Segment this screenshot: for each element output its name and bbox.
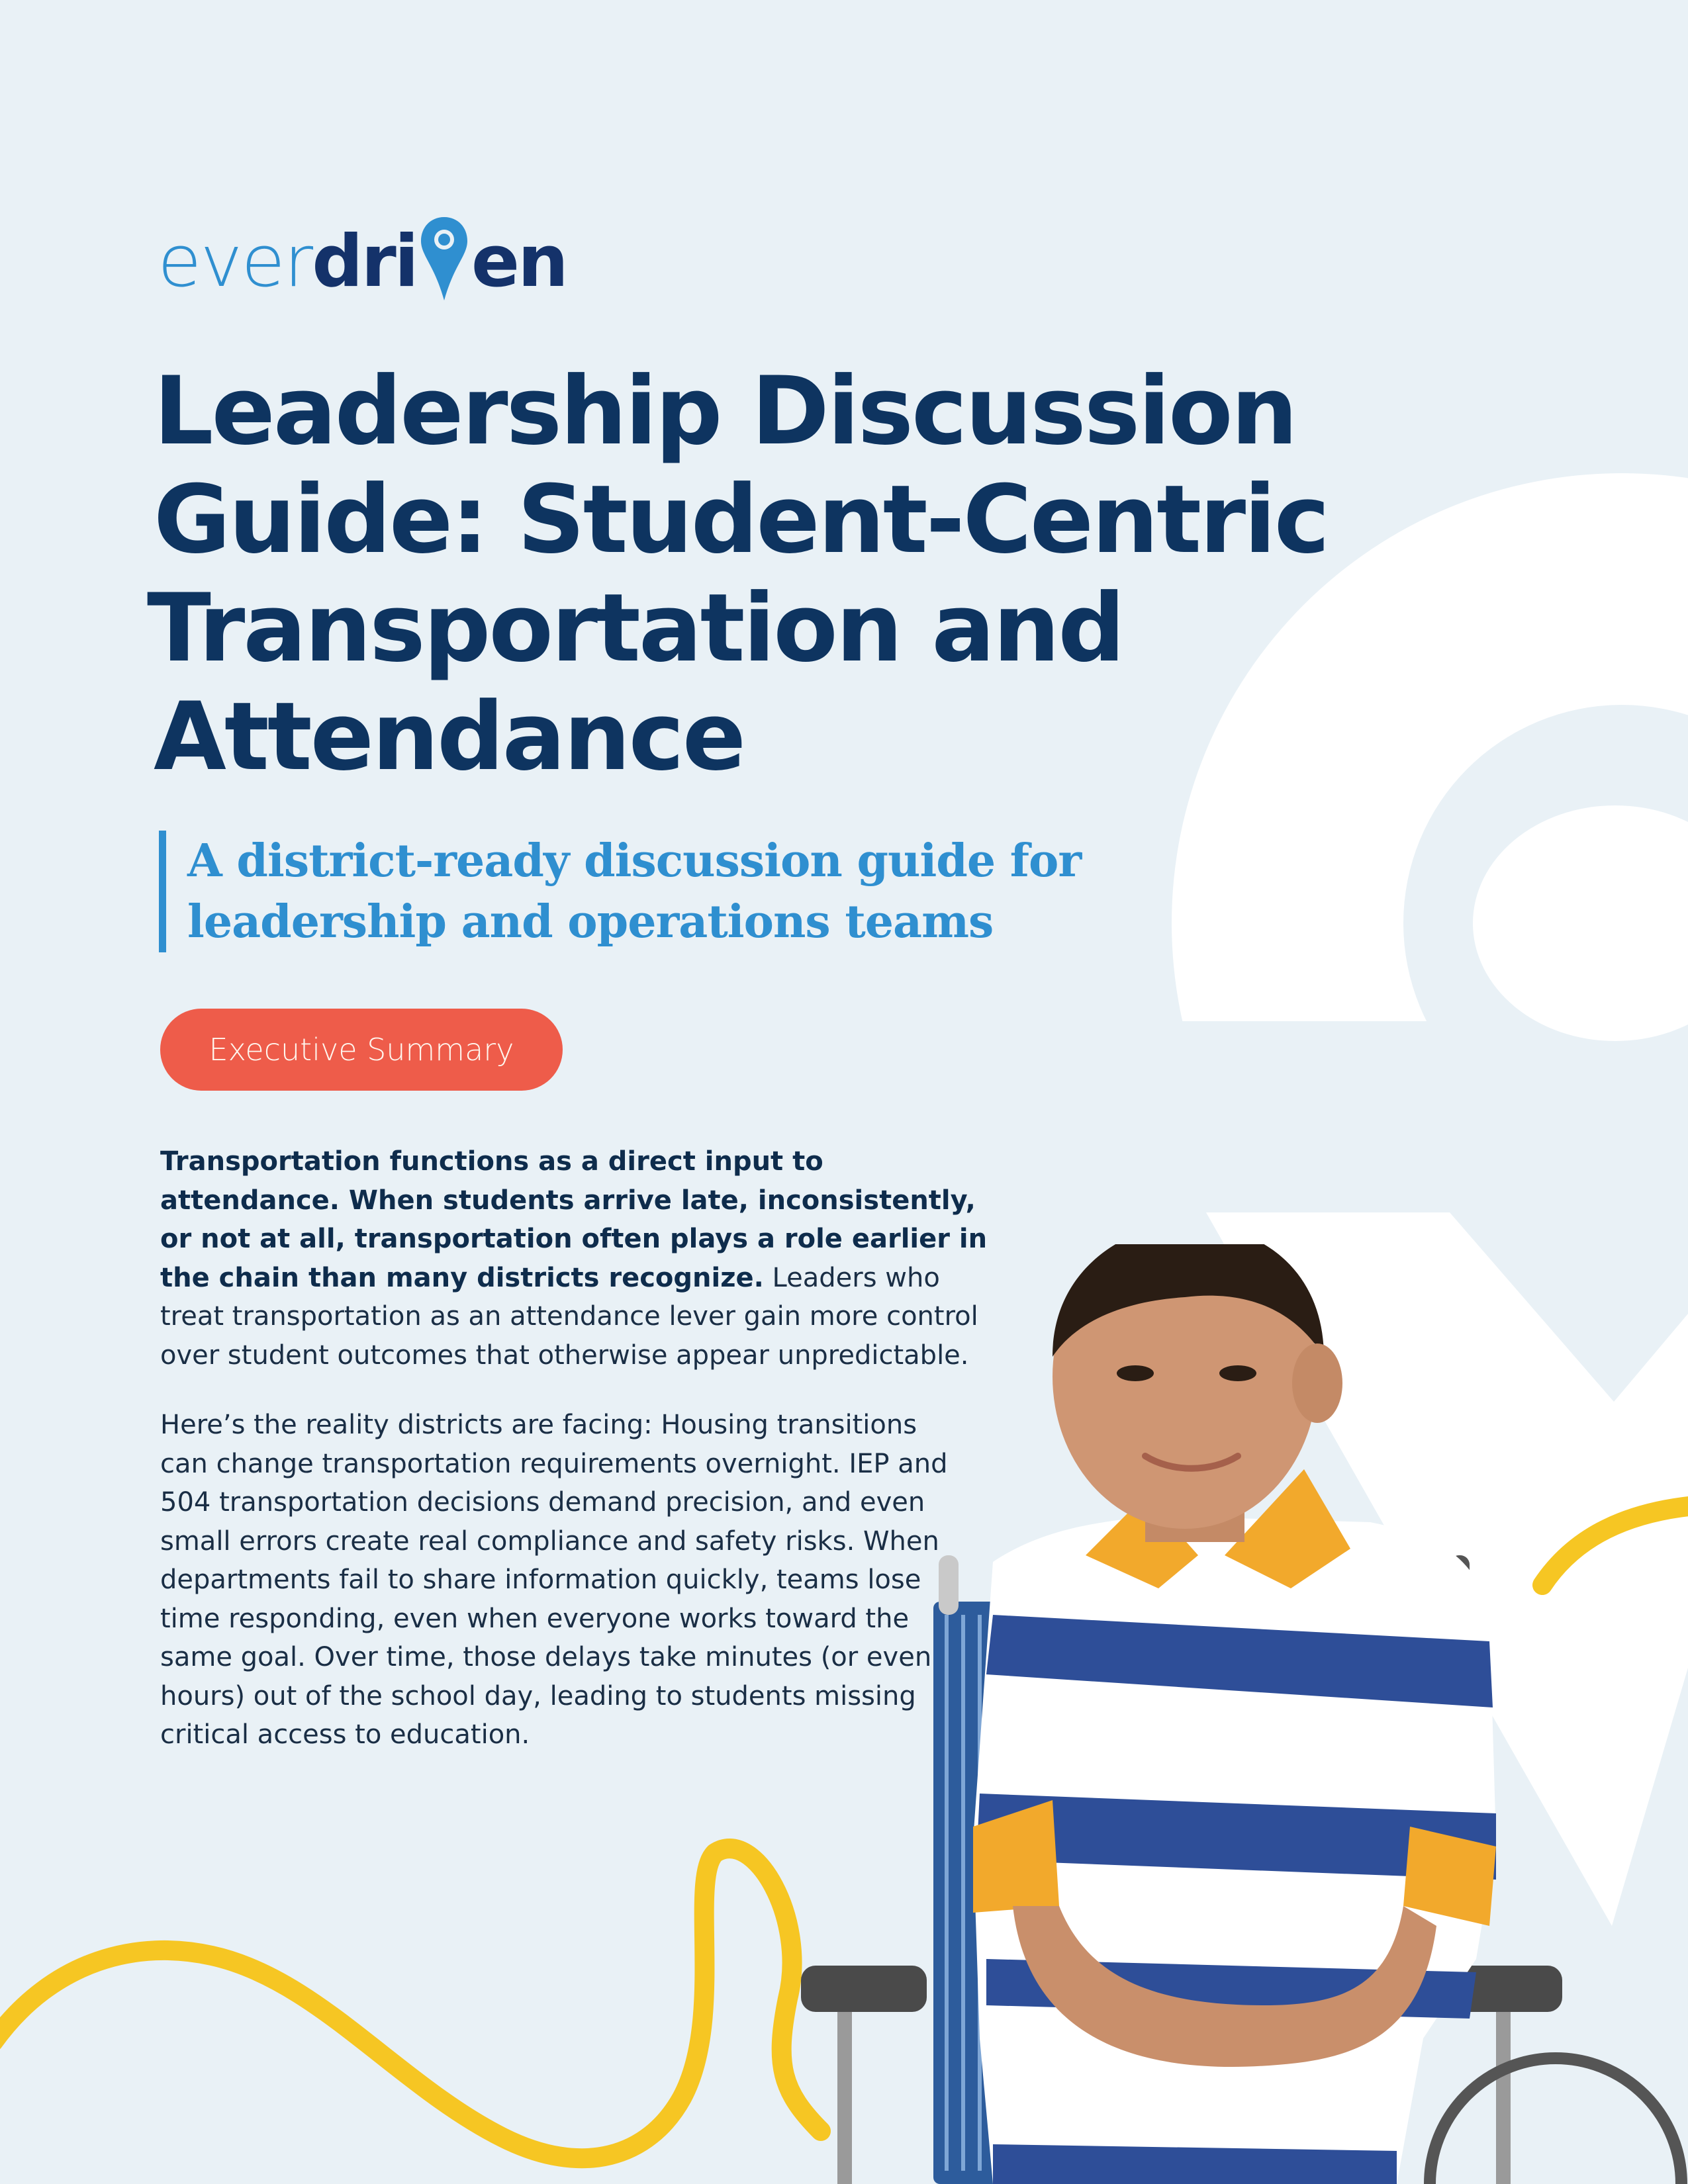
subtitle-line: A district-ready discussion guide for <box>187 835 1082 887</box>
executive-summary-button[interactable]: Executive Summary <box>160 1009 563 1091</box>
title-line: Guide: Student-Centric <box>154 465 1328 574</box>
title-line: Leadership Discussion <box>154 357 1296 466</box>
intro-paragraph-bold: Transportation functions as a direct input to attendance. When students arrive late, inconsistently, or not at all, transportation often plays a role earlier in the chain than many districts recognize. <box>160 1146 988 1293</box>
reality-paragraph: Here’s the reality districts are facing: Housing transitions can change transportation requirements overnight. IEP and 504 transportation decisions demand precision, and even small errors create real compliance and safety risks. When departments fail to share information quickly, teams lose time responding, even when everyone works toward the same goal. Over time, those delays take minutes (or even hours) out of the school day, leading to students missing critical access to education. <box>160 1410 948 1750</box>
title-line: Transportation and <box>147 574 1123 683</box>
page-title <box>147 357 1345 792</box>
intro-paragraph-rest: Leaders who treat transportation as an attendance lever gain more control over student outcomes that otherwise appear unpredictable. <box>160 1262 978 1371</box>
logo-text-dri: dri <box>312 220 417 303</box>
subtitle-line: leadership and operations teams <box>187 895 994 948</box>
logo-text-en: en <box>471 220 567 303</box>
intro-paragraph <box>160 1142 1008 1375</box>
title-line: Attendance <box>154 682 745 792</box>
logo-text-ever: ever <box>158 220 312 303</box>
subtitle-callout <box>159 831 1180 952</box>
location-pin-icon <box>418 216 470 302</box>
everdriven-logo <box>158 205 567 303</box>
logo-text-driven <box>312 212 567 303</box>
